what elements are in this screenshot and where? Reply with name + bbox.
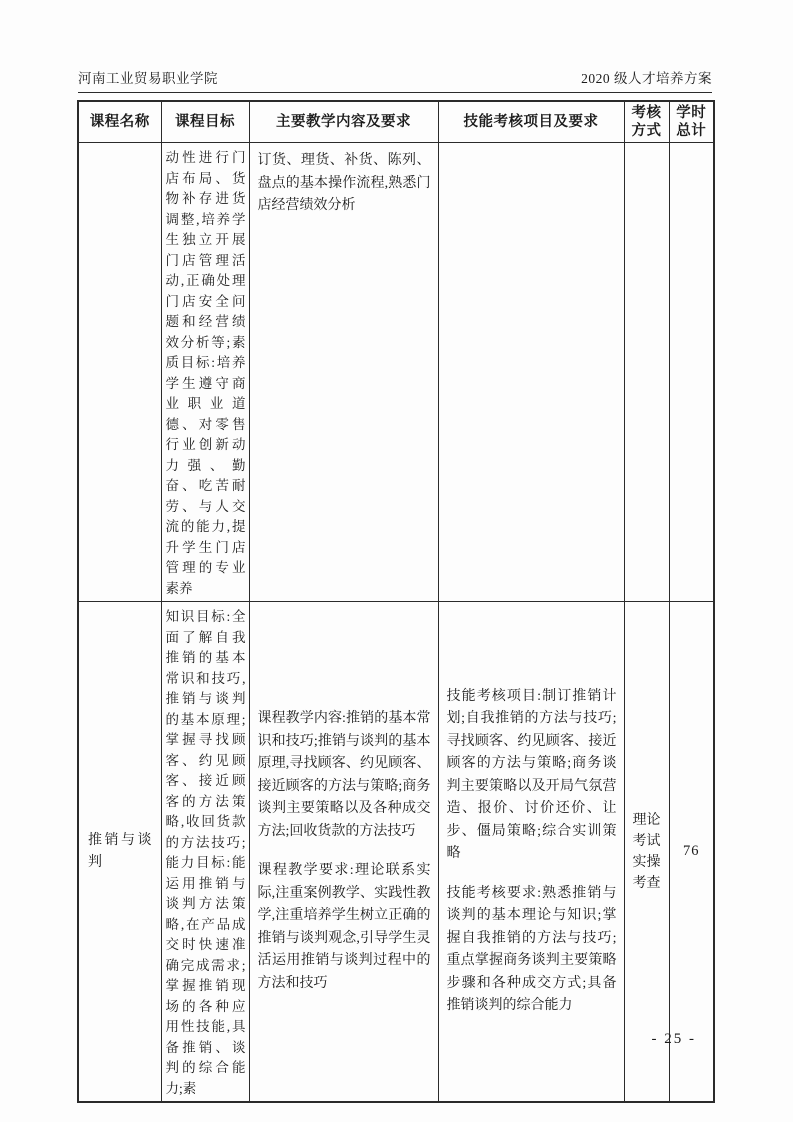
- cell-course-objectives: 动性进行门店布局、货物补存进货调整,培养学生独立开展门店管理活动,正确处理门店安全问题和经营绩效分析等;素质目标:培养学生遵守商业职业道德、对零售行业创新动力强、勤奋、吃苦耐劳、与人交流的能力,提升学生门店管理的专业素养: [161, 143, 249, 602]
- cell-assessment-method: 理论考试实操考查: [624, 602, 669, 1103]
- col-header-course-name: 课程名称: [78, 101, 161, 143]
- cell-course-objectives: 知识目标:全面了解自我推销的基本常识和技巧,推销与谈判的基本原理;掌握寻找顾客、约见顾客、接近顾客的方法策略,收回货款的方法技巧;能力目标:能运用推销与谈判方法策略,在产品成交时快速准确完成需求;掌握推销现场的各种应用性技能,具备推销、谈判的综合能力;素: [161, 602, 249, 1103]
- page-header: [78, 67, 712, 93]
- teaching-content-paragraph: 订货、理货、补货、陈列、盘点的基本操作流程,熟悉门店经营绩效分析: [257, 153, 431, 213]
- curriculum-table: [77, 100, 715, 1103]
- table-row-continuation: [78, 143, 714, 602]
- teaching-content-paragraph: 课程教学内容:推销的基本常识和技巧;推销与谈判的基本原理,寻找顾客、约见顾客、接近顾客的方法与策略;商务谈判主要策略以及各种成交方法;回收货款的方法技巧: [257, 711, 431, 839]
- table-header-row: [78, 101, 714, 143]
- cell-total-hours: [669, 143, 714, 602]
- cell-course-name: [78, 143, 161, 602]
- col-header-teaching-content: 主要教学内容及要求: [249, 101, 438, 143]
- col-header-skill-assessment: 技能考核项目及要求: [438, 101, 624, 143]
- skill-items-paragraph: 技能考核项目:制订推销计划;自我推销的方法与技巧;寻找顾客、约见顾客、接近顾客的方法与策略;商务谈判主要策略以及开局气氛营造、报价、讨价还价、让步、僵局策略;综合实训策略: [446, 688, 617, 861]
- cell-teaching-content: [249, 143, 438, 602]
- cell-teaching-content: [249, 602, 438, 1103]
- teaching-requirements-paragraph: 课程教学要求:理论联系实际,注重案例教学、实践性教学,注重培养学生树立正确的推销与谈判观念,引导学生灵活运用推销与谈判过程中的方法和技巧: [257, 863, 431, 991]
- cell-total-hours: 76: [669, 602, 714, 1103]
- plan-title: 2020 级人才培养方案: [581, 71, 712, 86]
- school-name: 河南工业贸易职业学院: [78, 71, 218, 86]
- col-header-assessment-method: 考核方式: [624, 101, 669, 143]
- skill-requirements-paragraph: 技能考核要求:熟悉推销与谈判的基本理论与知识;掌握自我推销的方法与技巧;重点掌握商务谈判主要策略步骤和各种成交方式;具备推销谈判的综合能力: [446, 885, 617, 1013]
- col-header-total-hours: 学时总计: [669, 101, 714, 143]
- cell-assessment-method: [624, 143, 669, 602]
- page-number: - 25 -: [651, 1031, 696, 1047]
- cell-skill-assessment: [438, 143, 624, 602]
- cell-course-name: 推销与谈判: [78, 602, 161, 1103]
- cell-skill-assessment: [438, 602, 624, 1103]
- table-row-sales-negotiation: [78, 602, 714, 1103]
- col-header-objectives: 课程目标: [161, 101, 249, 143]
